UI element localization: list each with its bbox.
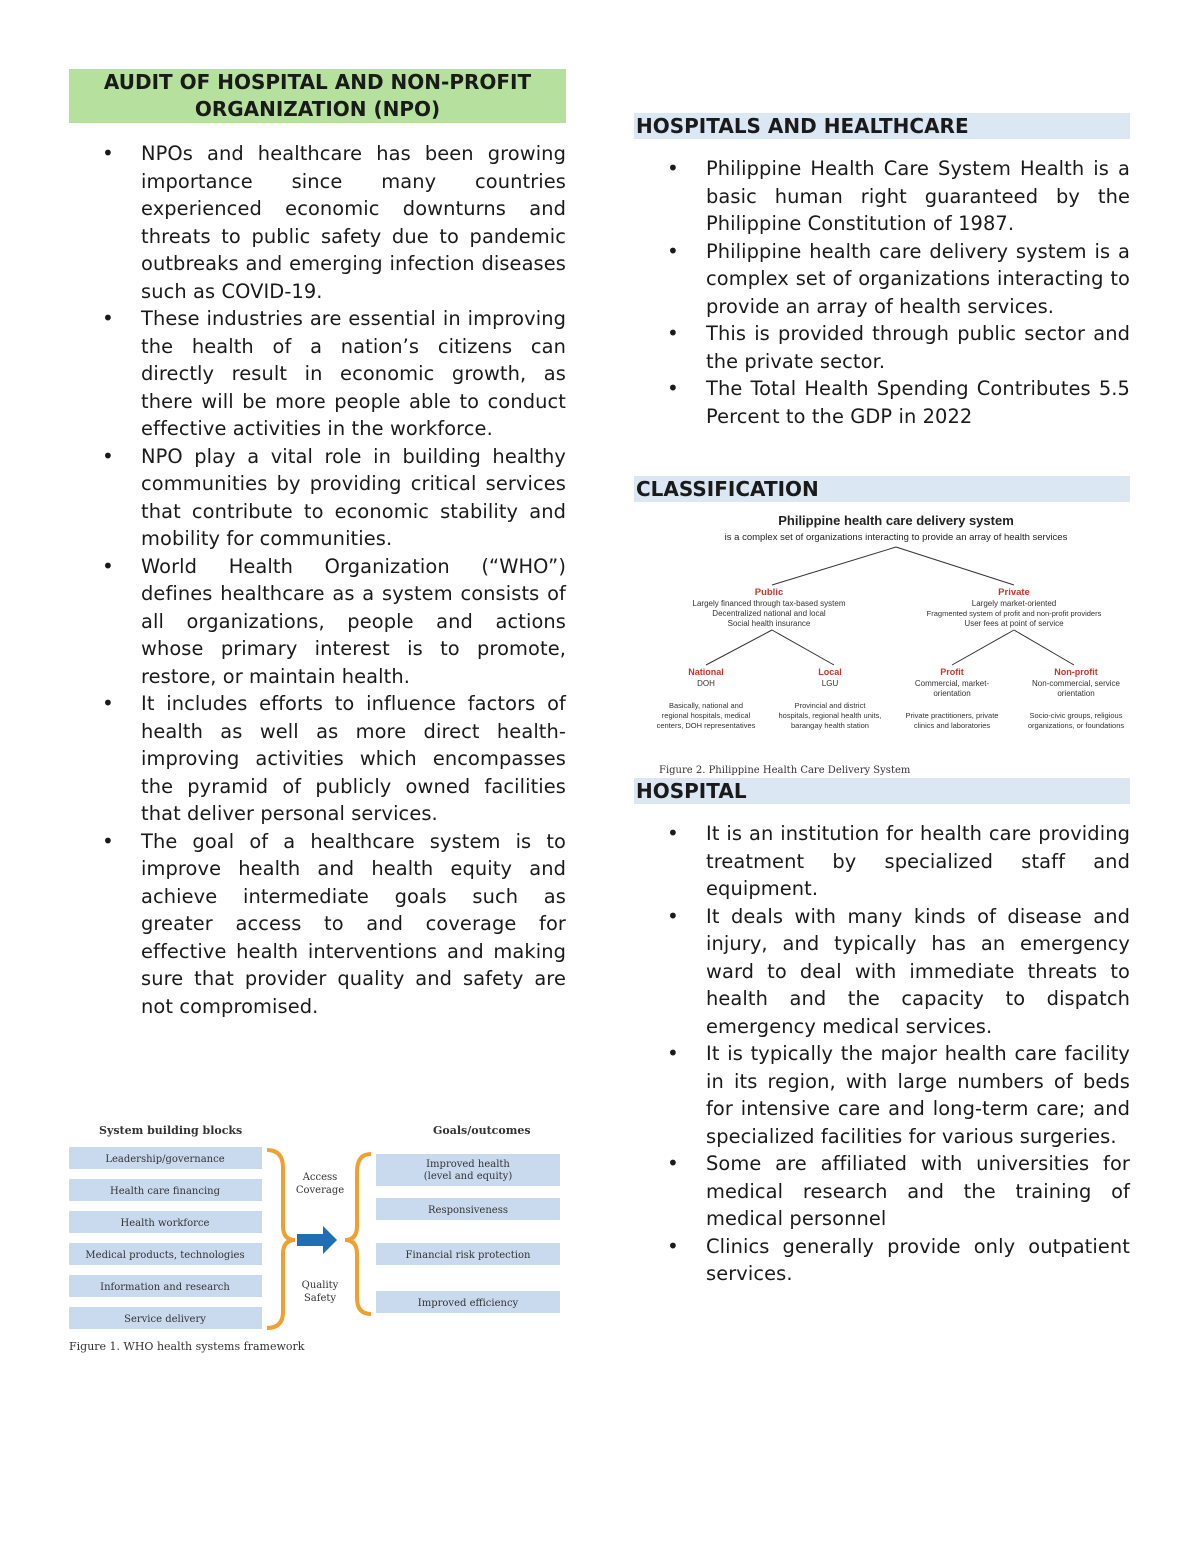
list-item: • World Health Organization (“WHO”) defines healthcare as a system consists of all organizations, people and actions whose primary interest is to promote, restore, or maintain health. bbox=[69, 553, 566, 691]
nonprofit-desc: Socio-civic groups, religious bbox=[1029, 711, 1123, 720]
block-label: Information and research bbox=[100, 1282, 230, 1293]
hospital-bullet-list bbox=[634, 820, 1130, 1288]
title-line-2: ORGANIZATION (NPO) bbox=[194, 97, 441, 121]
national-desc: Basically, national and bbox=[668, 701, 744, 710]
left-brace-icon bbox=[267, 1150, 295, 1328]
local-desc: Provincial and district bbox=[794, 701, 866, 710]
private-desc: User fees at point of service bbox=[964, 619, 1064, 628]
national-label: National bbox=[688, 667, 724, 677]
list-item: • Philippine Health Care System Health is a basic human right guaranteed by the Philippine Constitution of 1987. bbox=[634, 155, 1130, 238]
fig1-left-header: System building blocks bbox=[99, 1124, 243, 1137]
block-label: Service delivery bbox=[124, 1314, 206, 1325]
list-item: • The goal of a healthcare system is to improve health and health equity and achieve intermediate goals such as greater access to and coverage for effective health interventions and making sure that provider quality and safety are not compromised. bbox=[69, 828, 566, 1021]
list-item: • Some are affiliated with universities for medical research and the training of medical personnel bbox=[634, 1150, 1130, 1233]
goal-label: Financial risk protection bbox=[405, 1250, 531, 1261]
document-title bbox=[69, 69, 566, 123]
profit-sub: orientation bbox=[933, 689, 971, 698]
coverage-label: Coverage bbox=[295, 1185, 345, 1196]
local-sub: LGU bbox=[821, 679, 839, 688]
left-bullet-list bbox=[69, 140, 566, 1020]
goal-label: Improved efficiency bbox=[417, 1298, 519, 1309]
fig1-caption: Figure 1. WHO health systems framework bbox=[69, 1340, 305, 1353]
nonprofit-sub: orientation bbox=[1057, 689, 1095, 698]
profit-desc: Private practitioners, private bbox=[905, 711, 999, 720]
fig2-title: Philippine health care delivery system bbox=[778, 513, 1014, 528]
national-desc: regional hospitals, medical bbox=[661, 711, 751, 720]
hospitals-healthcare-heading: HOSPITALS AND HEALTHCARE bbox=[634, 113, 1130, 139]
list-item: • It is an institution for health care providing treatment by specialized staff and equipment. bbox=[634, 820, 1130, 903]
quality-label: Quality bbox=[301, 1280, 339, 1291]
nonprofit-desc: organizations, or foundations bbox=[1027, 721, 1125, 730]
fig2-caption: Figure 2. Philippine Health Care Delivery System bbox=[659, 765, 911, 776]
title-line-1: AUDIT OF HOSPITAL AND NON-PROFIT bbox=[103, 70, 532, 94]
access-label: Access bbox=[302, 1172, 338, 1183]
arrow-icon bbox=[297, 1226, 337, 1254]
fig1-right-header: Goals/outcomes bbox=[433, 1124, 531, 1137]
list-item: • These industries are essential in improving the health of a nation’s citizens can directly result in economic growth, as there will be more people able to conduct effective activities in the workforce. bbox=[69, 305, 566, 443]
goal-label: (level and equity) bbox=[423, 1171, 513, 1182]
local-label: Local bbox=[818, 667, 842, 677]
local-desc: barangay health station bbox=[791, 721, 869, 730]
profit-desc: clinics and laboratories bbox=[913, 721, 991, 730]
nonprofit-label: Non-profit bbox=[1054, 667, 1098, 677]
nonprofit-sub: Non-commercial, service bbox=[1031, 679, 1121, 688]
block-label: Health workforce bbox=[120, 1218, 210, 1229]
list-item: • Philippine health care delivery system is a complex set of organizations interacting to provide an array of health services. bbox=[634, 238, 1130, 321]
block-label: Health care financing bbox=[109, 1186, 221, 1197]
goal-label: Improved health bbox=[426, 1159, 510, 1170]
list-item: • It includes efforts to influence factors of health as well as more direct health-improving activities which encompasses the pyramid of publicly owned facilities that deliver personal services. bbox=[69, 690, 566, 828]
goal-label: Responsiveness bbox=[428, 1205, 508, 1216]
list-item: • The Total Health Spending Contributes 5.5 Percent to the GDP in 2022 bbox=[634, 375, 1130, 430]
list-item: • It is typically the major health care facility in its region, with large numbers of beds for intensive care and long-term care; and specialized facilities for various surgeries. bbox=[634, 1040, 1130, 1150]
private-desc: Fragmented system of profit and non-profit providers bbox=[926, 609, 1102, 618]
national-desc: centers, DOH representatives bbox=[656, 721, 756, 730]
list-item: • It deals with many kinds of disease and injury, and typically has an emergency ward to deal with immediate threats to health and the capacity to dispatch emergency medical services. bbox=[634, 903, 1130, 1041]
hospital-heading: HOSPITAL bbox=[634, 778, 1130, 804]
list-item: • NPOs and healthcare has been growing importance since many countries experienced economic downturns and threats to public safety due to pandemic outbreaks and emerging infection diseases such as COVID-19. bbox=[69, 140, 566, 305]
classification-heading: CLASSIFICATION bbox=[634, 476, 1130, 502]
national-sub: DOH bbox=[697, 679, 715, 688]
who-framework-figure bbox=[69, 1118, 569, 1358]
fig1-blocks bbox=[69, 1147, 262, 1329]
local-desc: hospitals, regional health units, bbox=[778, 711, 882, 720]
profit-sub: Commercial, market- bbox=[914, 679, 990, 688]
safety-label: Safety bbox=[303, 1293, 337, 1304]
fig1-goals bbox=[376, 1154, 560, 1313]
fig2-subtitle: is a complex set of organizations interacting to provide an array of health services bbox=[724, 532, 1068, 543]
public-desc: Decentralized national and local bbox=[712, 609, 826, 618]
private-desc: Largely market-oriented bbox=[971, 599, 1057, 608]
block-label: Leadership/governance bbox=[105, 1154, 225, 1165]
public-desc: Social health insurance bbox=[727, 619, 811, 628]
public-desc: Largely financed through tax-based system bbox=[692, 599, 846, 608]
profit-label: Profit bbox=[940, 667, 964, 677]
list-item: • Clinics generally provide only outpatient services. bbox=[634, 1233, 1130, 1288]
public-label: Public bbox=[754, 587, 784, 598]
private-label: Private bbox=[998, 587, 1030, 598]
list-item: • This is provided through public sector and the private sector. bbox=[634, 320, 1130, 375]
block-label: Medical products, technologies bbox=[85, 1250, 245, 1261]
ph-health-system-figure bbox=[634, 505, 1130, 780]
hospitals-bullet-list bbox=[634, 155, 1130, 430]
list-item: • NPO play a vital role in building healthy communities by providing critical services that contribute to economic stability and mobility for communities. bbox=[69, 443, 566, 553]
right-brace-icon bbox=[345, 1154, 371, 1314]
